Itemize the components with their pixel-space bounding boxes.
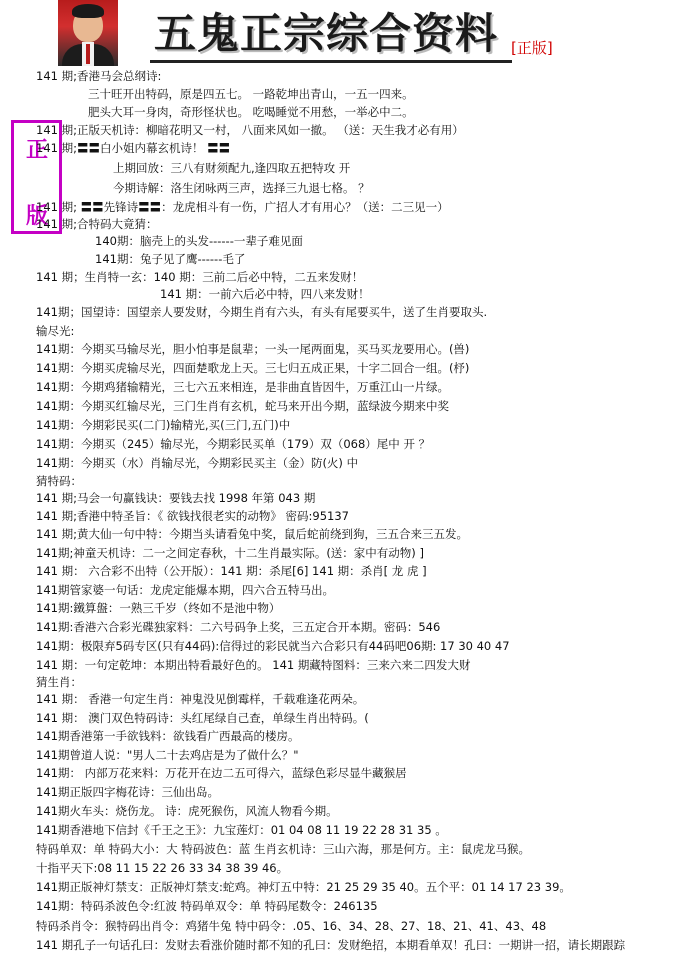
text-line: 141期：今期买马输尽光，胆小怕事是鼠辈；一头一尾两面鬼，买马买龙要用心。(兽) <box>36 342 470 356</box>
text-line: 141期：今期鸡猪输精光，三七六五来相连，是非曲直皆因牛，万重江山一片绿。 <box>36 380 449 394</box>
text-line: 141 期;香港中特圣旨：《 欲钱找很老实的动物》 密码:95137 <box>36 509 349 523</box>
text-line: 141 期;香港马会总纲诗: <box>36 69 162 83</box>
text-line: 141 期： 澳门双色特码诗：头红尾绿自己查，单绿生肖出特码。( <box>36 711 369 725</box>
text-line: 141期管家婆一句话：龙虎定能爆本期，四六合五特马出。 <box>36 583 334 597</box>
text-line: 141期： 内部万花来料：万花开在边二五可得六，蓝绿色彩尽显牛藏猴居 <box>36 766 407 780</box>
text-line: 141期：今期买（245）输尽光，今期彩民买单（179）双（068）尾中 开 ？ <box>36 437 431 451</box>
text-line: 141期正版四字梅花诗：三仙出岛。 <box>36 785 219 799</box>
text-line: 141 期： 六合彩不出特（公开版）：141 期：杀尾[6] 141 期：杀肖[ 龙 虎 ] <box>36 564 427 578</box>
text-line: 141期：特码杀波色令:红波 特码单双令：单 特码尾数令：246135 <box>36 899 378 913</box>
page-header <box>0 0 693 68</box>
portrait-photo <box>58 0 118 66</box>
text-line: 141 期孔子一句话孔曰：发财去看涨价随时都不知的孔曰：发财绝招，本期看单双！孔曰：一期讲一招，请长期跟踪 <box>36 938 626 952</box>
text-line: 141 期： 香港一句定生肖：神鬼没见倒霉样，千载难逢花两朵。 <box>36 692 365 706</box>
text-line: 141期：今期买（水）肖输尽光，今期彩民买主（金）防(火) 中 <box>36 456 359 470</box>
text-line: 十指平天下:08 11 15 22 26 33 34 38 39 46。 <box>36 861 289 875</box>
text-line: 141 期;合特码大竟猜： <box>36 217 158 231</box>
text-line: 141期正版神灯禁支：正版神灯禁支:蛇鸡。神灯五中特：21 25 29 35 40。五个平：01 14 17 23 39。 <box>36 880 571 894</box>
text-line: 上期回放：三八有财须配九,逢四取五把特攻 开 <box>113 161 351 175</box>
text-line: 141期；国望诗：国望亲人要发财，今期生肖有六头，有头有尾要买牛，送了生肖要取头. <box>36 305 488 319</box>
text-line: 特码杀肖令：猴特码出肖令：鸡猪牛兔 特中码令：.05、16、34、28、27、18、21、41、43、48 <box>36 919 547 933</box>
text-line: 141 期;黄大仙一句中特：今期当头请看兔中奖，鼠后蛇前绕到狗，三五合来三五发。 <box>36 527 468 541</box>
edition-badge: [正版] <box>511 39 553 57</box>
text-line: 141 期; 〓〓先锋诗〓〓：龙虎相斗有一伤，广招人才有用心？（送：二三见一） <box>36 200 449 214</box>
text-line: 141期香港第一手欲钱料：欲钱看广西最高的楼房。 <box>36 729 300 743</box>
text-line: 猜特码： <box>36 474 82 488</box>
text-line: 三十旺开出特码，原是四五七。 一路乾坤出青山，一五一四来。 <box>88 87 414 101</box>
page-title: 五鬼正宗综合资料 <box>154 9 499 58</box>
seal-char-1: 正 <box>26 137 49 163</box>
text-line: 141 期;正版天机诗：柳暗花明又一村， 八面来风如一撤。 （送：天生我才必有用） <box>36 123 464 137</box>
text-line: 141期香港地下信封《千王之王》：九宝莲灯：01 04 08 11 19 22 28 31 35 。 <box>36 823 447 837</box>
text-line: 141 期：一句定乾坤：本期出特看最好色的。 141 期藏特图料：三来六来二四发大财 <box>36 658 471 672</box>
text-line: 141 期;〓〓白小姐内幕玄机诗！ 〓〓 <box>36 141 231 155</box>
text-line: 141期;神童天机诗：二一之间定春秋，十二生肖最实际。(送：家中有动物) ] <box>36 546 424 560</box>
text-line: 猜生肖： <box>36 675 82 689</box>
text-line: 输尽光: <box>36 324 75 338</box>
title-underline <box>150 60 512 63</box>
text-line: 141 期：一前六后必中特，四八来发财！ <box>160 287 370 301</box>
text-line: 肥头大耳一身肉，奇形怪状也。 吃喝睡觉不用愁，一举必中二。 <box>88 105 414 119</box>
text-line: 特码单双：单 特码大小：大 特码波色：蓝 生肖玄机诗：三山六海，那是何方。主：鼠虎龙马猴。 <box>36 842 530 856</box>
text-line: 141 期；生肖特一玄：140 期：三前二后必中特，二五来发财！ <box>36 270 364 284</box>
text-line: 141期:鐵算盤：一熟三千岁（终如不是池中物） <box>36 601 281 615</box>
text-line: 141期：兔子见了鹰------毛了 <box>95 252 246 266</box>
text-line: 141期:香港六合彩光碟独家料：二六号码争上奖，三五定合开本期。密码：546 <box>36 620 441 634</box>
text-line: 141期：今期彩民买(二门)输精光,买(三门,五门)中 <box>36 418 291 432</box>
text-line: 140期：脑壳上的头发------一辈子难见面 <box>95 234 303 248</box>
text-line: 141期曾道人说："男人二十去鸡店是为了做什么？" <box>36 748 299 762</box>
text-line: 141期：今期买虎输尽光，四面楚歌龙上天。三七归五成正果，十字二回合一组。(杼) <box>36 361 470 375</box>
seal-char-2: 版 <box>26 203 49 229</box>
text-line: 141期火车头：烧伤龙。 诗：虎死猴伤，风流人物看今期。 <box>36 804 338 818</box>
text-line: 今期诗解：洛生闭咏两三声，选择三九退七格。 ？ <box>113 181 370 195</box>
text-line: 141 期;马会一句赢钱诀：要钱去找 1998 年第 043 期 <box>36 491 316 505</box>
text-line: 141期：今期买红输尽光，三门生肖有玄机，蛇马来开出今期，蓝绿波今期来中奖 <box>36 399 449 413</box>
text-line: 141期：极限弃5码专区(只有44码):信得过的彩民就当六合彩只有44码吧06期: 17 30 40 47 <box>36 639 510 653</box>
